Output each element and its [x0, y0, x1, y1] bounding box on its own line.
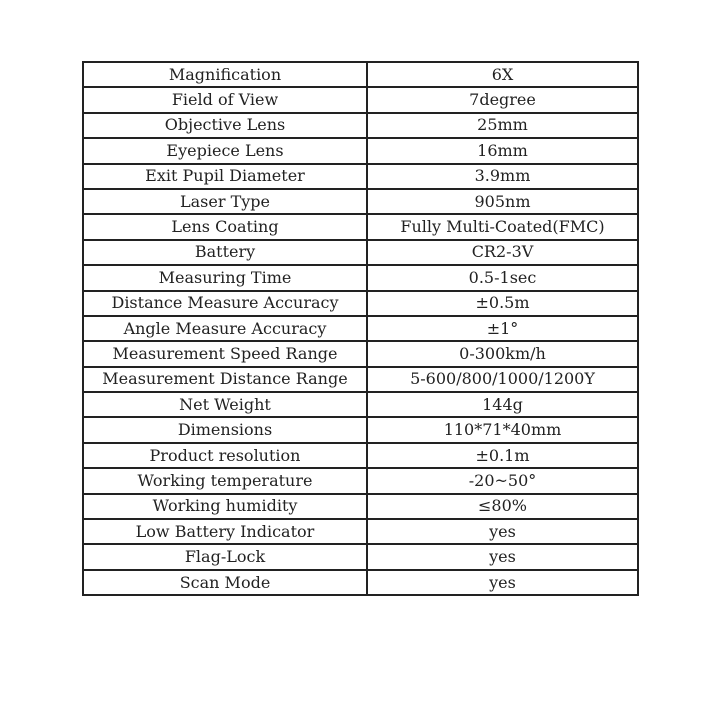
- spec-label: Lens Coating: [83, 214, 367, 239]
- table-row: [83, 164, 638, 189]
- spec-value: yes: [367, 519, 638, 544]
- spec-value: ±1°: [367, 316, 638, 341]
- spec-label: Scan Mode: [83, 570, 367, 595]
- table-row: [83, 240, 638, 265]
- spec-label: Working humidity: [83, 494, 367, 519]
- spec-value: 5-600/800/1000/1200Y: [367, 367, 638, 392]
- table-row: [83, 62, 638, 87]
- table-row: [83, 316, 638, 341]
- spec-value: ±0.5m: [367, 291, 638, 316]
- table-row: [83, 138, 638, 163]
- spec-label: Battery: [83, 240, 367, 265]
- spec-value: 16mm: [367, 138, 638, 163]
- table-row: [83, 265, 638, 290]
- spec-label: Measuring Time: [83, 265, 367, 290]
- spec-value: 144g: [367, 392, 638, 417]
- spec-value: 25mm: [367, 113, 638, 138]
- spec-label: Measurement Distance Range: [83, 367, 367, 392]
- spec-value: yes: [367, 570, 638, 595]
- spec-label: Magnification: [83, 62, 367, 87]
- spec-label: Field of View: [83, 87, 367, 112]
- table-row: [83, 468, 638, 493]
- spec-value: -20~50°: [367, 468, 638, 493]
- spec-value: 110*71*40mm: [367, 417, 638, 442]
- spec-label: Measurement Speed Range: [83, 341, 367, 366]
- spec-label: Net Weight: [83, 392, 367, 417]
- table-row: [83, 392, 638, 417]
- spec-label: Exit Pupil Diameter: [83, 164, 367, 189]
- table-row: [83, 87, 638, 112]
- spec-label: Angle Measure Accuracy: [83, 316, 367, 341]
- table-row: [83, 113, 638, 138]
- spec-label: Low Battery Indicator: [83, 519, 367, 544]
- table-row: [83, 367, 638, 392]
- spec-value: Fully Multi-Coated(FMC): [367, 214, 638, 239]
- spec-value: 0.5-1sec: [367, 265, 638, 290]
- table-row: [83, 544, 638, 569]
- spec-label: Working temperature: [83, 468, 367, 493]
- spec-label: Dimensions: [83, 417, 367, 442]
- table-row: [83, 417, 638, 442]
- spec-value: ±0.1m: [367, 443, 638, 468]
- table-row: [83, 189, 638, 214]
- spec-table-body: [83, 62, 638, 595]
- spec-value: 7degree: [367, 87, 638, 112]
- spec-label: Flag-Lock: [83, 544, 367, 569]
- spec-value: 6X: [367, 62, 638, 87]
- spec-label: Objective Lens: [83, 113, 367, 138]
- table-row: [83, 214, 638, 239]
- table-row: [83, 443, 638, 468]
- spec-value: 3.9mm: [367, 164, 638, 189]
- spec-label: Eyepiece Lens: [83, 138, 367, 163]
- table-row: [83, 519, 638, 544]
- table-row: [83, 570, 638, 595]
- spec-value: 905nm: [367, 189, 638, 214]
- spec-value: 0-300km/h: [367, 341, 638, 366]
- spec-value: ≤80%: [367, 494, 638, 519]
- spec-table: [82, 61, 639, 596]
- table-row: [83, 291, 638, 316]
- spec-label: Product resolution: [83, 443, 367, 468]
- table-row: [83, 341, 638, 366]
- spec-label: Laser Type: [83, 189, 367, 214]
- spec-value: yes: [367, 544, 638, 569]
- table-row: [83, 494, 638, 519]
- spec-value: CR2-3V: [367, 240, 638, 265]
- spec-label: Distance Measure Accuracy: [83, 291, 367, 316]
